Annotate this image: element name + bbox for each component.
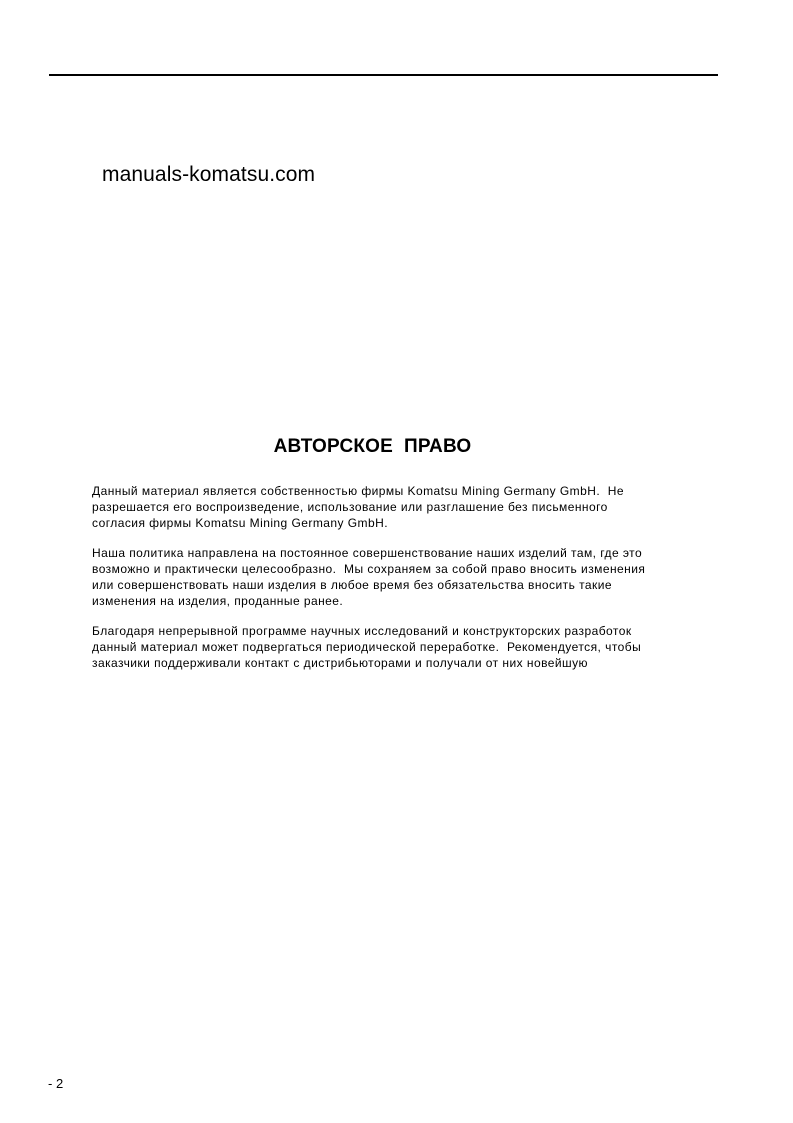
paragraph-policy: [92, 545, 692, 609]
text-line: заказчики поддерживали контакт с дистрибьюторами и получали от них новейшую: [92, 656, 589, 670]
paragraph-ownership: [92, 483, 692, 531]
text-line: данный материал может подвергаться периодической переработке. Рекомендуется, чтобы: [92, 640, 642, 654]
text-line: Благодаря непрерывной программе научных исследований и конструкторских разработок: [92, 624, 632, 638]
page-number: - 2: [48, 1076, 64, 1091]
text-line: Наша политика направлена на постоянное совершенствование наших изделий там, где это: [92, 546, 643, 560]
text-line: согласия фирмы Komatsu Mining Germany GmbH.: [92, 516, 389, 530]
text-line: Данный материал является собственностью фирмы Komatsu Mining Germany GmbH. Не: [92, 484, 624, 498]
section-title: АВТОРСКОЕ ПРАВО: [273, 436, 472, 457]
header-rule: [49, 74, 718, 76]
paragraph-revisions: [92, 623, 692, 671]
watermark-text: manuals-komatsu.com: [102, 163, 316, 186]
text-line: разрешается его воспроизведение, использование или разглашение без письменного: [92, 500, 608, 514]
copyright-body: [92, 483, 692, 685]
text-line: или совершенствовать наши изделия в любое время без обязательства вносить такие: [92, 578, 612, 592]
text-line: изменения на изделия, проданные ранее.: [92, 594, 344, 608]
text-line: возможно и практически целесообразно. Мы сохраняем за собой право вносить изменения: [92, 562, 646, 576]
